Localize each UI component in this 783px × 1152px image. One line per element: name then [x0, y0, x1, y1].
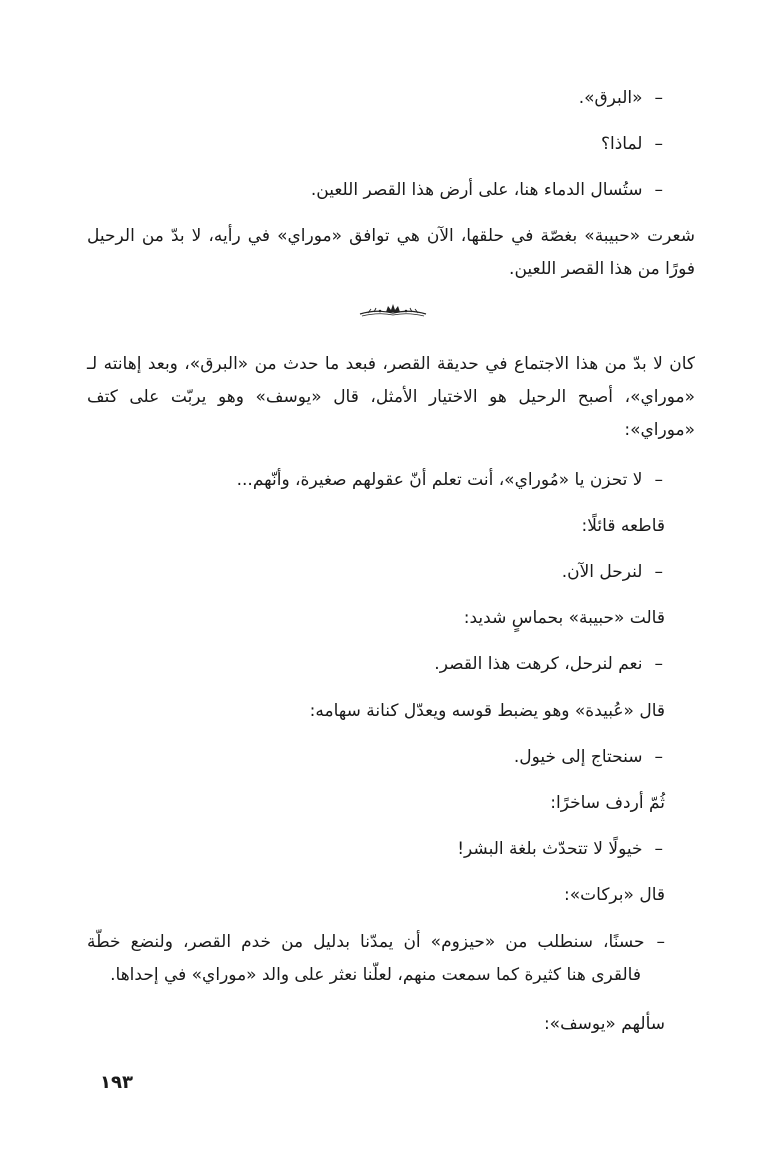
dialogue-dash: –: [654, 470, 663, 490]
dialogue-line: [0, 176, 783, 204]
narration-line: ثُمّ أردف ساخرًا:: [550, 793, 665, 813]
dialogue-dash: –: [654, 180, 663, 200]
dialogue-text: لماذا؟: [600, 134, 643, 154]
dialogue-line: [0, 558, 783, 586]
dialogue-line: [0, 835, 783, 863]
dialogue-text: «البرق».: [578, 88, 643, 108]
narrative-paragraph: شعرت «حبيبة» بغصّة في حلقها، الآن هي توافق «موراي» في رأيه، لا بدّ من الرحيل فورًا من هذا القصر اللعين.: [87, 226, 695, 279]
dialogue-dash: –: [654, 88, 663, 108]
dialogue-text: لنرحل الآن.: [561, 562, 643, 582]
dialogue-continuation: فالقرى هنا كثيرة كما سمعت منهم، لعلّنا نعثر على والد «موراي» في إحداها.: [110, 965, 641, 985]
dialogue-text: لا تحزن يا «مُوراي»، أنت تعلم أنّ عقولهم صغيرة، وأنّهم...: [236, 470, 643, 490]
dialogue-dash: –: [654, 562, 663, 582]
dialogue-line: [0, 466, 783, 494]
dialogue-text: خيولًا لا تتحدّث بلغة البشر!: [457, 839, 643, 859]
dialogue-line: [0, 743, 783, 771]
section-divider-ornament-icon: [358, 300, 428, 322]
dialogue-block: [87, 926, 665, 992]
dialogue-line: [0, 84, 783, 112]
narration-line: قال «بركات»:: [564, 885, 665, 905]
narration-line: قالت «حبيبة» بحماسٍ شديد:: [463, 608, 665, 628]
narration-line: قال «عُبيدة» وهو يضبط قوسه ويعدّل كنانة سهامه:: [309, 701, 665, 721]
dialogue-dash: –: [654, 134, 663, 154]
dialogue-dash: –: [656, 932, 665, 952]
page-number: ١٩٣: [100, 1072, 133, 1093]
narrative-paragraph: كان لا بدّ من هذا الاجتماع في حديقة القصر، فبعد ما حدث من «البرق»، وبعد إهانته لـ «موراي»، أصبح الرحيل هو الاختيار الأمثل، قال «يوسف» وهو يربّت على كتف «موراي»:: [87, 354, 695, 440]
narration-line: قاطعه قائلًا:: [581, 516, 665, 536]
dialogue-text: سنحتاج إلى خيول.: [513, 747, 643, 767]
dialogue-text: ستُسال الدماء هنا، على أرض هذا القصر اللعين.: [310, 180, 643, 200]
dialogue-dash: –: [654, 654, 663, 674]
dialogue-line: [0, 650, 783, 678]
dialogue-text: نعم لنرحل، كرهت هذا القصر.: [434, 654, 643, 674]
dialogue-line: [0, 130, 783, 158]
dialogue-dash: –: [654, 839, 663, 859]
narration-line: سألهم «يوسف»:: [543, 1014, 665, 1034]
dialogue-text: حسنًا، سنطلب من «حيزوم» أن يمدّنا بدليل من خدم القصر، ولنضع خطّة: [87, 932, 645, 952]
dialogue-dash: –: [654, 747, 663, 767]
dialogue-line: [87, 926, 665, 959]
